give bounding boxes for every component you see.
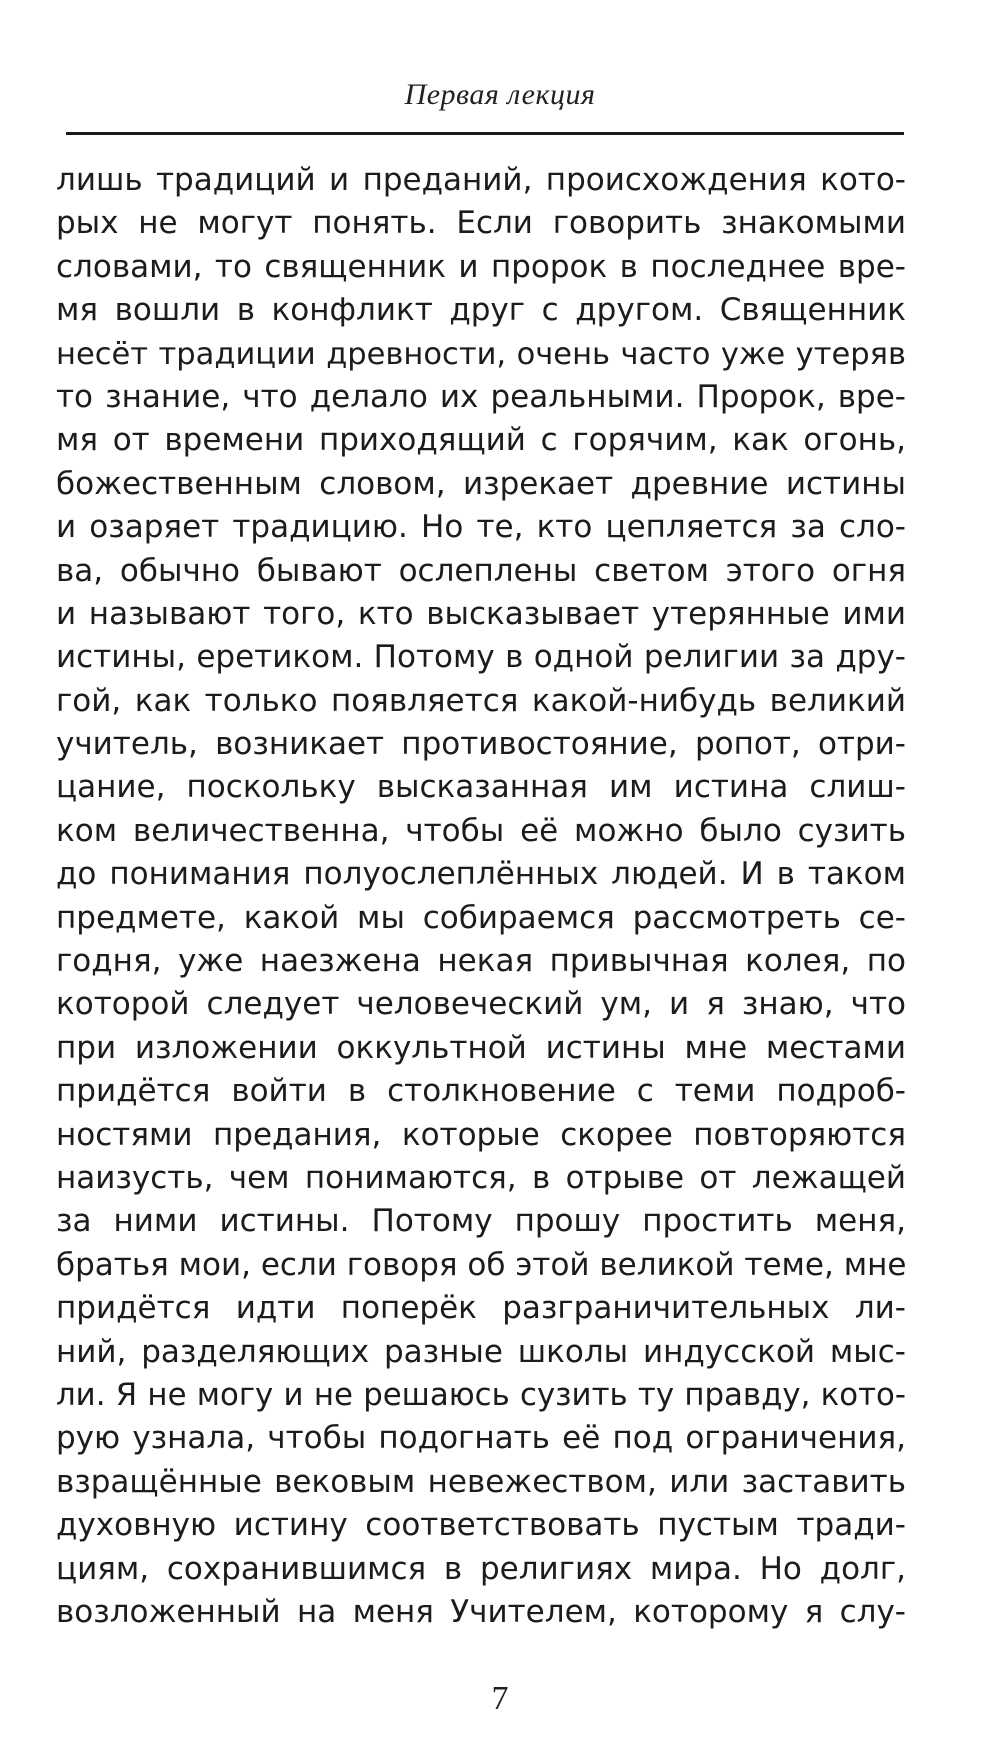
text-line: циям, сохранившимся в религиях мира. Но долг, [56,1550,906,1587]
text-line: при изложении оккультной истины мне местами [56,1029,906,1066]
text-line: ностями предания, которые скорее повторяются [56,1116,906,1153]
running-head: Первая лекция [404,78,596,111]
text-line: ком величественна, чтобы её можно было сузить [56,812,906,849]
text-line: ва, обычно бывают ослеплены светом этого огня [56,552,906,589]
text-line: духовную истину соответствовать пустым тради- [56,1507,906,1544]
text-line: божественным словом, изрекает древние истины [56,465,906,502]
text-line: то знание, что делало их реальными. Пророк, вре- [56,378,906,415]
text-line: цание, поскольку высказанная им истина слиш- [56,769,906,806]
text-line: мя от времени приходящий с горячим, как огонь, [56,422,906,459]
text-line: годня, уже наезжена некая привычная колея, по [56,943,906,980]
text-line: ли. Я не могу и не решаюсь сузить ту правду, кото- [56,1376,906,1413]
text-line: мя вошли в конфликт друг с другом. Священник [56,292,906,329]
text-line: братья мои, если говоря об этой великой теме, мне [56,1246,907,1283]
text-line: ний, разделяющих разные школы индусской мыс- [56,1333,906,1370]
text-line: которой следует человеческий ум, и я знаю, что [56,986,906,1023]
text-line: взращённые вековым невежеством, или заставить [56,1463,906,1500]
text-line: наизусть, чем понимаются, в отрыве от лежащей [56,1159,906,1196]
text-line: предмете, какой мы собираемся рассмотреть се- [56,899,906,936]
text-line: лишь традиций и преданий, происхождения кото- [56,162,906,198]
text-line: возложенный на меня Учителем, которому я слу- [56,1593,906,1630]
text-line: учитель, возникает противостояние, ропот, отри- [56,726,906,763]
page-number: 7 [491,1680,509,1717]
header-rule [66,132,904,135]
text-line: словами, то священник и пророк в последнее вре- [56,248,906,285]
text-line: придётся войти в столкновение с теми подроб- [56,1073,906,1110]
text-line: гой, как только появляется какой-нибудь великий [56,682,906,719]
text-line: рую узнала, чтобы подогнать её под ограничения, [56,1420,906,1457]
text-line: и озаряет традицию. Но те, кто цепляется за сло- [56,509,906,546]
text-line: истины, еретиком. Потому в одной религии за дру- [56,639,906,676]
text-line: до понимания полуослеплённых людей. И в таком [56,856,906,893]
text-line: за ними истины. Потому прошу простить меня, [56,1203,906,1240]
text-line: рых не могут понять. Если говорить знакомыми [56,205,906,242]
text-line: несёт традиции древности, очень часто уже утеряв [56,336,906,372]
body-text [56,159,906,1634]
text-line: и называют того, кто высказывает утерянные ими [56,595,906,632]
text-line: придётся идти поперёк разграничительных ли- [56,1290,906,1327]
